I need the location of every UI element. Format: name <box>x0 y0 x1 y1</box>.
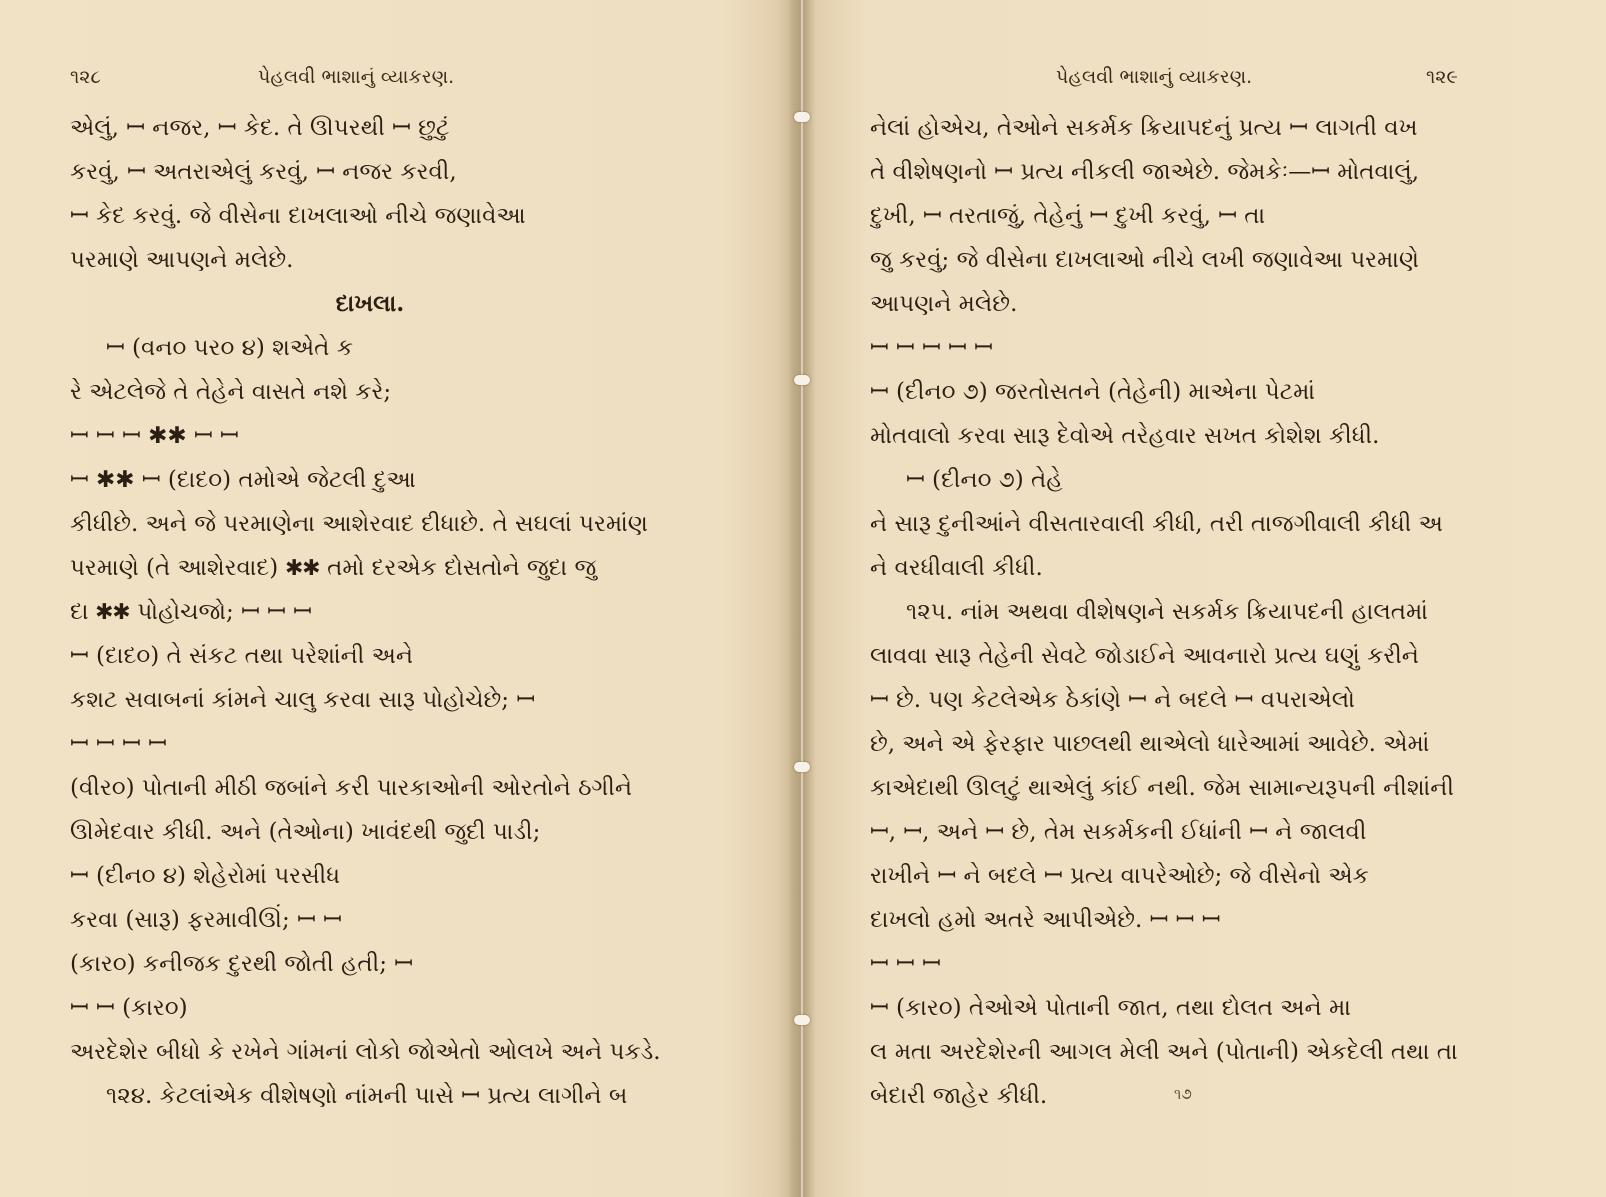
text-line: ꟷ (દીન૦ ૭) તેહે <box>906 467 1063 493</box>
text-line: કાએદાથી ઊલટું થાએલું કાંઈ નથી. જેમ સામાન્યરૂપની નીશાંની <box>870 775 1454 801</box>
text-line: ꟷ ✱✱ ꟷ (દાદ૦) તમોએ જેટલી દુઆ <box>70 467 416 493</box>
text-line: દુખી, ꟷ તરતાજું, તેહેનું ꟷ દુખી કરવું, ꟷ તા <box>870 203 1266 229</box>
text-line: ꟷ કેદ કરવું. જે વીસેના દાખલાઓ નીચે જણાવેઆ <box>70 203 526 229</box>
text-line: તે વીશેષણનો ꟷ પ્રત્ય નીકલી જાએછે. જેમકેઃ—ꟷ મોતવાલું, <box>870 159 1420 185</box>
text-line: ꟷ, ꟷ, અને ꟷ છે, તેમ સકર્મકની ઈધાંની ꟷ ને જાલવી <box>870 819 1367 845</box>
text-line: ꟷ (દીન૦ ૪) શેહેરોમાં પરસીધ <box>70 863 341 889</box>
text-line: કરવું, ꟷ અતરાએલું કરવું, ꟷ નજર કરવી, <box>70 159 457 185</box>
text-line: ꟷ ꟷ ꟷ ꟷ ꟷ <box>870 335 993 361</box>
text-line: કશટ સવાબનાં કાંમને ચાલુ કરવા સારૂ પોહોચેછે; ꟷ <box>70 687 536 713</box>
page-body <box>70 106 670 1118</box>
text-line: ꟷ ꟷ ꟷ <box>870 951 941 977</box>
text-line: કીધીછે. અને જે પરમાણેના આશેરવાદ દીધાછે. તે સઘલાં પરમાંણ <box>70 511 648 537</box>
folio-signature: ૧૭ <box>1174 1085 1192 1103</box>
text-line: લાવવા સારૂ તેહેની સેવટે જોડાઈને આવનારો પ્રત્ય ઘણું કરીને <box>870 643 1419 669</box>
text-line: અરદેશેર બીધો કે રખેને ગાંમનાં લોકો જોએતો ઓલખે અને પકડે. <box>70 1039 661 1065</box>
text-line: ꟷ ꟷ (કાર૦) <box>70 995 188 1021</box>
left-page <box>0 0 790 1197</box>
text-line: રે એટલેજે તે તેહેને વાસતે નશે કરે; <box>70 379 392 405</box>
text-line: ને વરધીવાલી કીધી. <box>870 555 1043 581</box>
binding-stitch <box>794 375 810 385</box>
text-line: નેલાં હોએચ, તેઓને સકર્મક ક્રિયાપદનું પ્રત્ય ꟷ લાગતી વખ <box>870 115 1418 141</box>
text-line: આપણને મલેછે. <box>870 291 1018 317</box>
running-title: પેહલવી ભાશાનું વ્યાકરણ. <box>1056 66 1253 88</box>
text-line: છે, અને એ ફેરફાર પાછલથી થાએલો ધારેઆમાં આવેછે. એમાં <box>870 731 1430 757</box>
page-number: ૧૨૯ <box>1426 66 1458 88</box>
text-line: બેદારી જાહેર કીધી. <box>870 1083 1048 1109</box>
text-line: એલું, ꟷ નજર, ꟷ કેદ. તે ઊપરથી ꟷ છુટું <box>70 115 450 141</box>
text-line: જુ કરવું; જે વીસેના દાખલાઓ નીચે લખી જણાવેઆ પરમાણે <box>870 247 1419 273</box>
right-page <box>816 0 1606 1197</box>
text-line: પરમાણે (તે આશેરવાદ) ✱✱ તમો દરએક દોસતોને જુદા જુ <box>70 555 597 581</box>
text-line: ꟷ (વન૦ પર૦ ૪) શએતે ક <box>106 335 353 361</box>
text-line: દાખલો હમો અતરે આપીએછે. ꟷ ꟷ ꟷ <box>870 907 1221 933</box>
text-line: ૧૨૪. કેટલાંએક વીશેષણો નાંમની પાસે ꟷ પ્રત્ય લાગીને બ <box>106 1083 628 1109</box>
text-line: ꟷ ꟷ ꟷ ꟷ <box>70 731 167 757</box>
text-line: પરમાણે આપણને મલેછે. <box>70 247 294 273</box>
page-body <box>870 106 1468 1118</box>
text-line: ꟷ ꟷ ꟷ ✱✱ ꟷ ꟷ <box>70 423 239 449</box>
text-line: ઊમેદવાર કીધી. અને (તેઓના) ખાવંદથી જુદી પાડી; <box>70 819 541 845</box>
text-line: ꟷ (દીન૦ ૭) જરતોસતને (તેહેની) માએના પેટમાં <box>870 379 1315 405</box>
text-line: ꟷ છે. પણ કેટલેએક ઠેકાંણે ꟷ ને બદલે ꟷ વપરાએલો <box>870 687 1355 713</box>
binding-stitch <box>794 762 810 772</box>
text-line: મોતવાલો કરવા સારૂ દેવોએ તરેહવાર સખત કોશેશ કીધી. <box>870 423 1380 449</box>
text-line: ને સારૂ દુનીઆંને વીસતારવાલી કીધી, તરી તાજગીવાલી કીધી અ <box>870 511 1443 537</box>
page-number: ૧૨૮ <box>70 66 101 88</box>
text-line: (કાર૦) કનીજક દુરથી જોતી હતી; ꟷ <box>70 951 414 977</box>
running-title: પેહલવી ભાશાનું વ્યાકરણ. <box>258 66 455 88</box>
text-line: ૧૨૫. નાંમ અથવા વીશેષણને સકર્મક ક્રિયાપદની હાલતમાં <box>906 599 1428 625</box>
text-line: ꟷ (દાદ૦) તે સંકટ તથા પરેશાંની અને <box>70 643 414 669</box>
text-line: લ મતા અરદેશેરની આગલ મેલી અને (પોતાની) એકદેલી તથા તા <box>870 1039 1458 1065</box>
text-line: રાખીને ꟷ ને બદલે ꟷ પ્રત્ય વાપરેઓછે; જે વીસેનો એક <box>870 863 1369 889</box>
section-heading: દાખલા. <box>335 290 405 317</box>
text-line: કરવા (સારૂ) ફરમાવીઊં; ꟷ ꟷ <box>70 907 342 933</box>
binding-stitch <box>794 112 810 122</box>
text-line: (વીર૦) પોતાની મીઠી જબાંને કરી પારકાઓની ઓરતોને ઠગીને <box>70 775 632 801</box>
text-line: દા ✱✱ પોહોચજો; ꟷ ꟷ ꟷ <box>70 599 312 625</box>
text-line: ꟷ (કાર૦) તેઓએ પોતાની જાત, તથા દોલત અને મા <box>870 995 1351 1021</box>
binding-stitch <box>794 1015 810 1025</box>
